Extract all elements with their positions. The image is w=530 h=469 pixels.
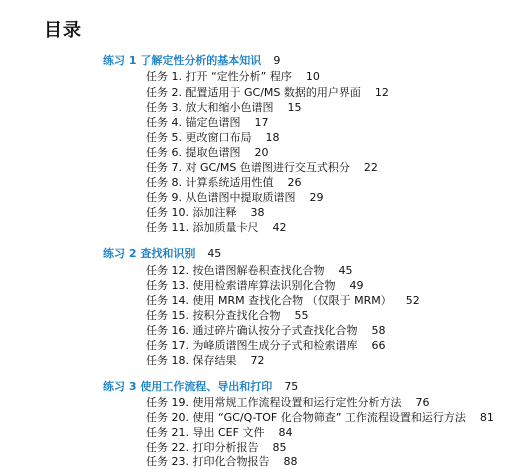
task-label: 任务 3. 放大和缩小色谱图 <box>146 101 274 114</box>
task-label: 任务 11. 添加质量卡尺 <box>146 221 259 234</box>
toc-task-6[interactable] <box>146 144 269 160</box>
task-page-number: 81 <box>479 411 494 424</box>
toc-task-13[interactable] <box>146 277 364 293</box>
section-label: 练习 2 查找和识别 <box>103 247 196 260</box>
task-label: 任务 21. 导出 CEF 文件 <box>146 426 265 439</box>
toc-task-2[interactable] <box>146 84 389 100</box>
task-page-number: 26 <box>287 176 302 189</box>
task-page-number: 76 <box>415 396 430 409</box>
toc-task-1[interactable] <box>146 68 320 84</box>
toc-task-4[interactable] <box>146 114 269 130</box>
task-label: 任务 14. 使用 MRM 查找化合物 （仅限于 MRM） <box>146 294 392 307</box>
task-label: 任务 9. 从色谱图中提取质谱图 <box>146 191 296 204</box>
task-label: 任务 16. 通过碎片确认按分子式查找化合物 <box>146 324 358 337</box>
toc-task-11[interactable] <box>146 219 287 235</box>
task-label: 任务 15. 按积分查找化合物 <box>146 309 281 322</box>
task-label: 任务 23. 打印化合物报告 <box>146 455 270 468</box>
task-label: 任务 6. 提取色谱图 <box>146 146 241 159</box>
section-page-number: 45 <box>207 247 222 260</box>
task-page-number: 66 <box>371 339 386 352</box>
toc-section-3[interactable] <box>103 378 298 394</box>
toc-task-17[interactable] <box>146 337 386 353</box>
task-page-number: 29 <box>309 191 324 204</box>
toc-task-3[interactable] <box>146 99 302 115</box>
task-label: 任务 2. 配置适用于 GC/MS 数据的用户界面 <box>146 86 361 99</box>
task-label: 任务 5. 更改窗口布局 <box>146 131 252 144</box>
toc-task-9[interactable] <box>146 189 324 205</box>
toc-section-2[interactable] <box>103 245 221 261</box>
section-page-number: 75 <box>284 380 299 393</box>
task-page-number: 88 <box>283 455 298 468</box>
section-label: 练习 3 使用工作流程、导出和打印 <box>103 380 273 393</box>
toc-task-12[interactable] <box>146 262 353 278</box>
toc-task-15[interactable] <box>146 307 309 323</box>
task-label: 任务 18. 保存结果 <box>146 354 237 367</box>
toc-task-19[interactable] <box>146 394 430 410</box>
task-label: 任务 4. 锚定色谱图 <box>146 116 241 129</box>
task-label: 任务 8. 计算系统适用性值 <box>146 176 274 189</box>
task-label: 任务 22. 打印分析报告 <box>146 441 259 454</box>
toc-task-16[interactable] <box>146 322 386 338</box>
task-page-number: 85 <box>272 441 287 454</box>
task-page-number: 42 <box>272 221 287 234</box>
task-page-number: 45 <box>338 264 353 277</box>
task-page-number: 12 <box>374 86 389 99</box>
task-label: 任务 7. 对 GC/MS 色谱图进行交互式积分 <box>146 161 350 174</box>
section-page-number: 9 <box>273 54 281 67</box>
toc-task-8[interactable] <box>146 174 302 190</box>
task-label: 任务 19. 使用常规工作流程设置和运行定性分析方法 <box>146 396 402 409</box>
task-page-number: 52 <box>405 294 420 307</box>
task-page-number: 55 <box>294 309 309 322</box>
task-page-number: 18 <box>265 131 280 144</box>
toc-task-18[interactable] <box>146 352 265 368</box>
task-page-number: 17 <box>254 116 269 129</box>
task-label: 任务 13. 使用检索谱库算法识别化合物 <box>146 279 336 292</box>
section-label: 练习 1 了解定性分析的基本知识 <box>103 54 262 67</box>
task-page-number: 10 <box>305 70 320 83</box>
toc-task-20[interactable] <box>146 409 494 425</box>
task-label: 任务 17. 为峰质谱图生成分子式和检索谱库 <box>146 339 358 352</box>
task-label: 任务 10. 添加注释 <box>146 206 237 219</box>
toc-task-23[interactable] <box>146 453 298 469</box>
toc-section-1[interactable] <box>103 52 280 68</box>
task-page-number: 72 <box>250 354 265 367</box>
task-page-number: 38 <box>250 206 265 219</box>
toc-task-14[interactable] <box>146 292 420 308</box>
task-page-number: 22 <box>363 161 378 174</box>
toc-task-5[interactable] <box>146 129 280 145</box>
toc-task-7[interactable] <box>146 159 378 175</box>
toc-task-10[interactable] <box>146 204 265 220</box>
task-label: 任务 20. 使用 “GC/Q-TOF 化合物筛查” 工作流程设置和运行方法 <box>146 411 466 424</box>
task-label: 任务 1. 打开 “定性分析” 程序 <box>146 70 292 83</box>
task-page-number: 20 <box>254 146 269 159</box>
task-label: 任务 12. 按色谱图解卷积查找化合物 <box>146 264 325 277</box>
task-page-number: 58 <box>371 324 386 337</box>
task-page-number: 84 <box>278 426 293 439</box>
toc-task-21[interactable] <box>146 424 292 440</box>
page-title: 目录 <box>44 20 82 41</box>
task-page-number: 15 <box>287 101 302 114</box>
task-page-number: 49 <box>349 279 364 292</box>
